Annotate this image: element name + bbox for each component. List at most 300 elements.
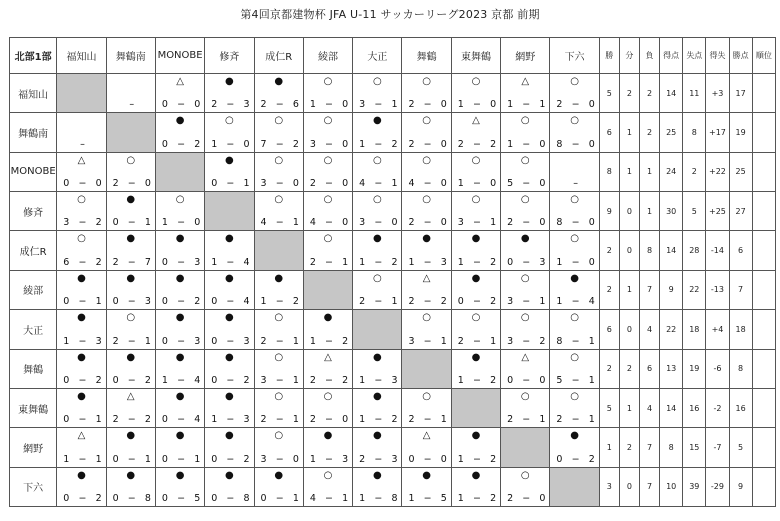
match-cell	[550, 310, 599, 349]
away-score: 2	[95, 374, 102, 386]
match-score	[162, 336, 200, 347]
score-separator: −	[226, 374, 235, 386]
table-row	[10, 467, 776, 506]
home-score: 2	[507, 493, 514, 504]
stat-cell: 5	[729, 428, 752, 467]
stat-cell: 0	[619, 467, 639, 506]
match-cell	[550, 113, 599, 152]
stat-cell: 5	[599, 74, 619, 113]
home-score: 2	[309, 374, 316, 386]
header-stat: 分	[619, 38, 639, 74]
score-separator: −	[374, 296, 383, 308]
match-score	[211, 414, 249, 425]
stat-cell	[752, 270, 775, 309]
home-score: 1	[457, 493, 464, 504]
match-cell	[155, 113, 204, 152]
score-separator: −	[472, 296, 481, 308]
score-separator: −	[127, 374, 136, 386]
score-separator: −	[423, 453, 432, 465]
away-score: 0	[588, 99, 595, 111]
match-score	[211, 493, 249, 504]
away-score: 1	[391, 178, 398, 190]
match-score	[507, 178, 545, 189]
result-symbol: ○	[274, 194, 284, 206]
home-score: 1	[556, 296, 563, 308]
match-cell	[402, 467, 451, 506]
match-cell	[106, 270, 155, 309]
home-score: 4	[359, 178, 366, 190]
stat-cell: 10	[660, 467, 683, 506]
match-cell	[303, 349, 352, 388]
home-score: 0	[211, 335, 218, 347]
stat-cell: 9	[660, 270, 683, 309]
result-symbol: ○	[323, 76, 333, 87]
home-score: 0	[63, 414, 70, 426]
table-row	[10, 113, 776, 152]
home-score: 1	[211, 414, 218, 426]
score-separator: −	[127, 335, 136, 347]
home-score: 1	[359, 493, 366, 504]
score-separator: −	[275, 414, 284, 426]
match-score	[63, 296, 101, 307]
match-cell	[353, 192, 402, 231]
stat-cell: 1	[639, 152, 659, 191]
match-cell	[254, 349, 303, 388]
score-separator: −	[127, 453, 136, 465]
result-symbol: ○	[175, 194, 185, 206]
result-symbol: ○	[323, 469, 333, 481]
match-score	[359, 493, 397, 504]
score-separator: −	[325, 493, 333, 504]
match-score	[458, 257, 496, 268]
stat-cell: 7	[639, 428, 659, 467]
match-score	[310, 414, 348, 425]
match-cell	[254, 152, 303, 191]
home-score: 2	[359, 296, 366, 308]
match-score	[458, 493, 496, 504]
match-score	[359, 99, 397, 110]
away-score: 2	[95, 217, 102, 229]
match-cell	[254, 74, 303, 113]
match-score	[113, 296, 151, 307]
result-symbol: ●	[225, 390, 234, 402]
home-score: 1	[309, 453, 316, 465]
match-cell	[106, 349, 155, 388]
result-symbol: ○	[372, 194, 382, 206]
match-score	[556, 414, 594, 425]
result-symbol: ●	[520, 233, 530, 245]
stat-cell: 25	[729, 152, 752, 191]
match-score	[556, 217, 594, 228]
home-score: 2	[457, 335, 464, 347]
header-team: 網野	[501, 38, 550, 74]
score-separator: −	[472, 99, 481, 111]
away-score: 1	[391, 99, 398, 111]
score-separator: −	[325, 414, 333, 426]
away-score: 1	[588, 374, 595, 386]
score-separator: −	[374, 138, 383, 150]
result-symbol: ○	[520, 312, 530, 324]
score-separator: −	[78, 453, 87, 465]
result-symbol: ○	[570, 312, 579, 324]
match-score	[556, 375, 594, 386]
result-symbol: ○	[225, 115, 234, 127]
match-cell	[402, 231, 451, 270]
away-score: 3	[243, 335, 250, 347]
match-score	[408, 99, 446, 110]
away-score: 2	[490, 138, 497, 150]
result-symbol: ●	[372, 390, 382, 402]
score-separator: −	[472, 217, 481, 229]
score-separator: −	[472, 256, 481, 268]
away-score: 7	[144, 256, 151, 268]
score-separator: −	[571, 256, 580, 268]
result-symbol: ●	[126, 351, 136, 363]
match-cell	[451, 270, 500, 309]
match-score	[211, 375, 249, 386]
result-symbol: ○	[422, 390, 431, 402]
match-score	[556, 99, 594, 110]
match-score	[556, 336, 594, 347]
away-score: 3	[243, 414, 250, 426]
result-symbol: ●	[77, 469, 86, 481]
score-separator: −	[423, 217, 432, 229]
score-separator: −	[177, 493, 186, 504]
match-cell	[155, 231, 204, 270]
score-separator: −	[522, 414, 531, 426]
stat-cell: -7	[706, 428, 729, 467]
match-score	[359, 414, 397, 425]
match-cell	[501, 467, 550, 506]
header-team: 下六	[550, 38, 599, 74]
stat-cell: 0	[619, 310, 639, 349]
stat-cell: -2	[706, 388, 729, 427]
row-team-name: 成仁R	[10, 231, 57, 270]
score-separator: −	[522, 374, 531, 386]
match-score	[359, 454, 397, 465]
away-score: 0	[539, 138, 546, 150]
stat-cell: 8	[599, 152, 619, 191]
score-separator: −	[78, 296, 87, 308]
header-team: 綾部	[303, 38, 352, 74]
match-score	[458, 296, 496, 307]
score-separator: −	[325, 99, 333, 111]
table-row	[10, 428, 776, 467]
stat-cell: 0	[619, 192, 639, 231]
stat-cell: 19	[683, 349, 706, 388]
match-cell	[402, 192, 451, 231]
match-cell	[205, 152, 254, 191]
result-symbol: ●	[471, 351, 481, 363]
match-cell	[303, 310, 352, 349]
away-score: 1	[292, 335, 299, 347]
score-separator: −	[325, 178, 333, 190]
match-score	[408, 454, 446, 465]
away-score: 8	[243, 493, 250, 504]
score-separator: −	[522, 99, 531, 111]
self-match-cell	[205, 192, 254, 231]
match-cell	[303, 74, 352, 113]
stat-cell: 14	[660, 388, 683, 427]
home-score: 5	[507, 178, 514, 190]
row-team-name: 福知山	[10, 74, 57, 113]
match-score	[458, 139, 496, 150]
home-score: 4	[309, 493, 316, 504]
match-score	[458, 99, 496, 110]
home-score: 0	[112, 453, 119, 465]
result-symbol: ○	[520, 272, 530, 284]
match-score	[458, 217, 496, 228]
home-score: 1	[211, 256, 218, 268]
result-symbol: ○	[274, 154, 284, 166]
away-score: 1	[144, 217, 151, 229]
away-score: 0	[539, 217, 546, 229]
away-score: 2	[243, 453, 250, 465]
score-separator: −	[275, 99, 284, 111]
result-symbol: ●	[422, 233, 431, 245]
result-symbol: ●	[175, 115, 185, 127]
away-score: 3	[342, 453, 349, 465]
home-score: 1	[457, 453, 464, 465]
away-score: 2	[95, 256, 102, 268]
match-score	[211, 454, 249, 465]
away-score: 0	[342, 138, 349, 150]
table-row	[10, 152, 776, 191]
home-score: 0	[112, 217, 119, 229]
match-score	[162, 257, 200, 268]
result-symbol: ●	[126, 430, 136, 442]
score-separator: −	[374, 453, 383, 465]
result-symbol: ○	[520, 115, 530, 127]
stat-cell: 3	[599, 467, 619, 506]
match-score	[310, 336, 348, 347]
match-cell	[402, 428, 451, 467]
home-score: 3	[507, 296, 514, 308]
result-symbol: △	[521, 76, 530, 87]
result-symbol: ●	[175, 390, 185, 402]
row-team-name: MONOBE	[10, 152, 57, 191]
result-symbol: ●	[126, 469, 136, 481]
home-score: 1	[161, 374, 168, 386]
result-symbol: ○	[520, 390, 530, 402]
home-score: 3	[63, 217, 70, 229]
away-score: 0	[292, 178, 299, 190]
home-score: 0	[112, 296, 119, 308]
stat-cell: +17	[706, 113, 729, 152]
away-score: 2	[194, 138, 201, 150]
match-cell	[501, 270, 550, 309]
match-score	[113, 99, 151, 110]
home-score: 6	[63, 256, 70, 268]
away-score: 6	[292, 99, 299, 111]
score-separator: −	[177, 453, 186, 465]
away-score: 2	[391, 256, 398, 268]
result-symbol: ●	[126, 272, 136, 284]
away-score: 2	[243, 374, 250, 386]
table-row	[10, 388, 776, 427]
self-match-cell	[254, 231, 303, 270]
result-symbol: ●	[570, 272, 579, 284]
match-cell	[205, 113, 254, 152]
away-score: 1	[490, 335, 497, 347]
result-symbol: ○	[274, 430, 284, 442]
match-score	[310, 139, 348, 150]
match-score	[162, 493, 200, 504]
header-stat: 得点	[660, 38, 683, 74]
away-score: 4	[243, 296, 250, 308]
match-cell	[402, 388, 451, 427]
score-separator: –	[573, 178, 578, 190]
score-separator: −	[226, 296, 235, 308]
match-score	[310, 454, 348, 465]
home-score: 2	[556, 99, 563, 111]
row-team-name: 舞鶴	[10, 349, 57, 388]
stat-cell: 2	[683, 152, 706, 191]
home-score: 1	[309, 99, 316, 111]
result-symbol: ●	[471, 272, 481, 284]
result-symbol: △	[324, 351, 332, 363]
match-cell	[106, 192, 155, 231]
away-score: 1	[440, 335, 447, 347]
result-symbol: ○	[520, 194, 530, 206]
stat-cell: 14	[660, 74, 683, 113]
score-separator: −	[275, 335, 284, 347]
result-symbol: ○	[126, 154, 136, 166]
stat-cell: 1	[619, 113, 639, 152]
away-score: 1	[391, 296, 398, 308]
result-symbol: △	[126, 390, 135, 402]
match-cell	[501, 113, 550, 152]
score-separator: −	[374, 374, 383, 386]
home-score: 0	[457, 296, 464, 308]
score-separator: −	[472, 138, 481, 150]
score-separator: −	[177, 217, 186, 229]
stat-cell	[752, 113, 775, 152]
score-separator: −	[177, 99, 186, 111]
match-cell	[155, 349, 204, 388]
result-symbol: △	[77, 430, 86, 442]
match-cell	[106, 388, 155, 427]
result-symbol: ○	[323, 194, 333, 206]
row-team-name: 大正	[10, 310, 57, 349]
stat-cell: 13	[660, 349, 683, 388]
home-score: 1	[507, 138, 514, 150]
match-cell	[353, 270, 402, 309]
match-score	[408, 296, 446, 307]
score-separator: −	[325, 453, 333, 465]
match-cell	[353, 467, 402, 506]
match-cell	[550, 192, 599, 231]
result-symbol: ○	[570, 194, 579, 206]
away-score: 4	[243, 256, 250, 268]
match-cell	[254, 428, 303, 467]
result-symbol: ●	[225, 233, 234, 245]
match-score	[507, 414, 545, 425]
match-score	[310, 493, 348, 504]
away-score: 2	[144, 414, 151, 426]
score-separator: −	[325, 217, 333, 229]
result-symbol: ●	[274, 469, 284, 481]
match-cell	[501, 74, 550, 113]
home-score: 0	[161, 296, 168, 308]
away-score: 2	[342, 374, 349, 386]
score-separator: −	[522, 178, 531, 190]
stat-cell: 2	[639, 74, 659, 113]
score-separator: −	[423, 99, 432, 111]
stat-cell: 8	[660, 428, 683, 467]
home-score: 8	[556, 335, 563, 347]
match-score	[261, 178, 299, 189]
home-score: 1	[359, 256, 366, 268]
home-score: 1	[457, 374, 464, 386]
home-score: 2	[112, 414, 119, 426]
match-cell	[57, 467, 106, 506]
header-team: 舞鶴	[402, 38, 451, 74]
match-score	[211, 99, 249, 110]
result-symbol: ●	[372, 351, 382, 363]
home-score: 0	[408, 453, 415, 465]
stat-cell: 2	[639, 113, 659, 152]
match-cell	[57, 310, 106, 349]
header-team: 大正	[353, 38, 402, 74]
stat-cell	[752, 231, 775, 270]
match-cell	[501, 310, 550, 349]
match-cell	[451, 231, 500, 270]
stat-cell: -13	[706, 270, 729, 309]
result-symbol: ○	[372, 154, 382, 166]
score-separator: −	[226, 493, 235, 504]
header-stat: 順位	[752, 38, 775, 74]
home-score: 1	[359, 414, 366, 426]
stat-cell: 22	[683, 270, 706, 309]
score-separator: −	[423, 335, 432, 347]
away-score: 0	[243, 138, 250, 150]
score-separator: −	[571, 138, 580, 150]
away-score: 1	[440, 414, 447, 426]
result-symbol: ●	[126, 194, 136, 206]
home-score: 2	[507, 217, 514, 229]
home-score: 2	[260, 99, 267, 111]
match-score	[458, 178, 496, 189]
match-score	[408, 414, 446, 425]
result-symbol: ●	[372, 430, 382, 442]
stat-cell: 8	[729, 349, 752, 388]
match-score	[359, 217, 397, 228]
away-score: 2	[440, 296, 447, 308]
away-score: 2	[292, 138, 299, 150]
match-score	[261, 296, 299, 307]
away-score: 0	[539, 493, 546, 504]
self-match-cell	[550, 467, 599, 506]
result-symbol: ○	[422, 154, 431, 166]
match-cell	[254, 192, 303, 231]
score-separator: −	[177, 296, 186, 308]
match-score	[507, 296, 545, 307]
match-cell	[205, 74, 254, 113]
result-symbol: ●	[175, 272, 185, 284]
stat-cell: 1	[639, 192, 659, 231]
score-separator: −	[571, 453, 580, 465]
home-score: 0	[556, 453, 563, 465]
away-score: 0	[588, 138, 595, 150]
home-score: 0	[507, 374, 514, 386]
match-score	[162, 414, 200, 425]
stat-cell	[752, 310, 775, 349]
result-symbol: ○	[471, 76, 481, 87]
away-score: 0	[440, 178, 447, 190]
header-stat: 失点	[683, 38, 706, 74]
away-score: 0	[342, 414, 349, 426]
